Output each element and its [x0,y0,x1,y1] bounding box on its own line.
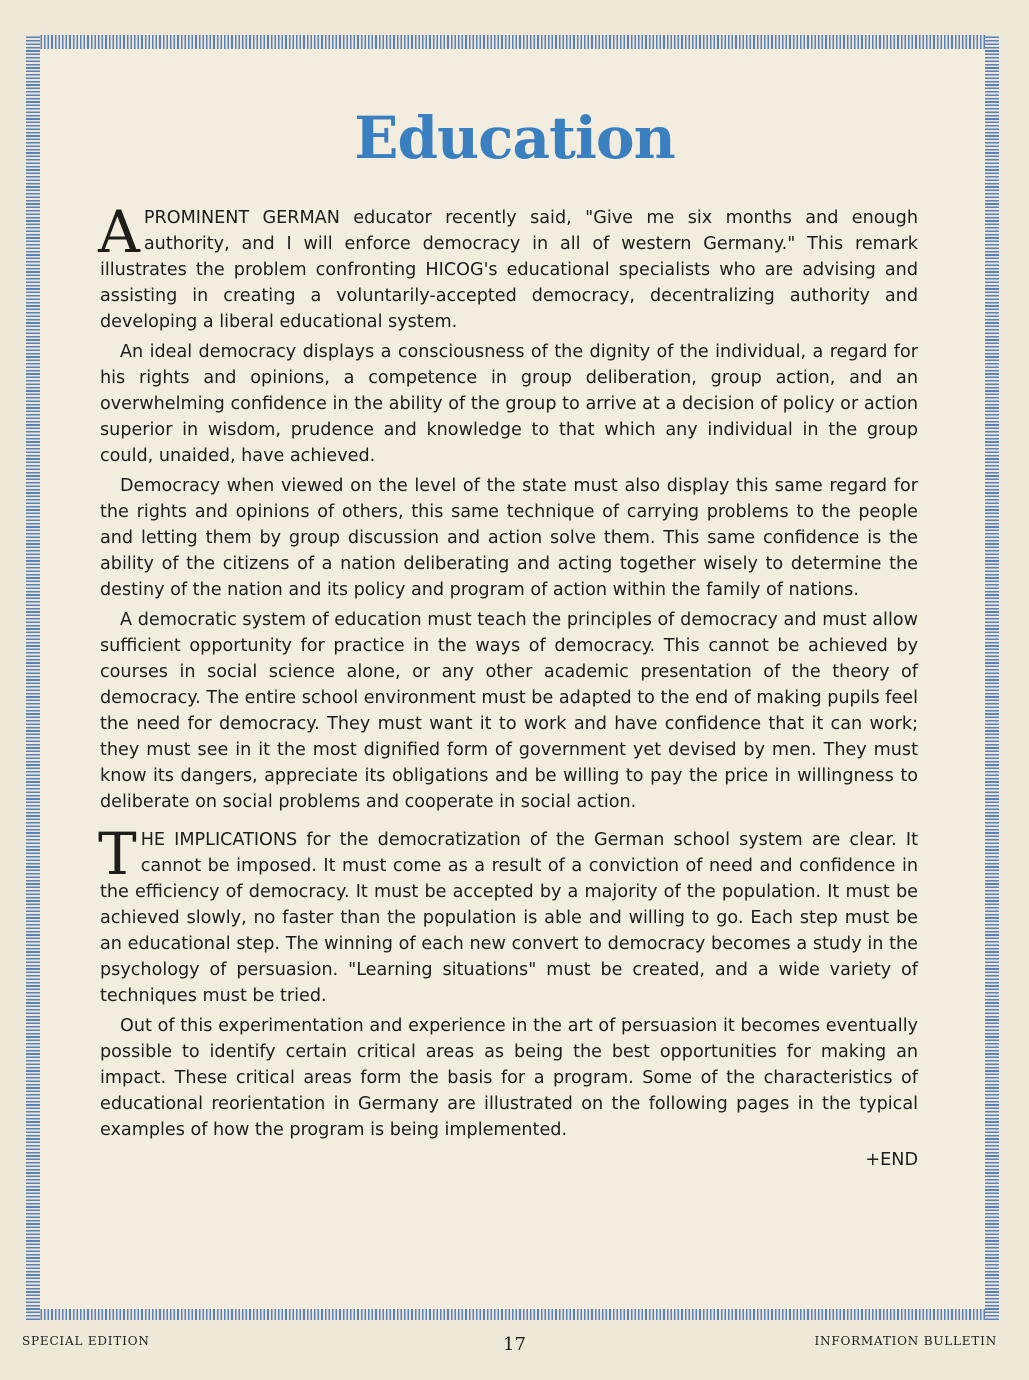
page-title: Education [354,104,675,172]
article-body [98,198,918,1173]
paragraph-6: Out of this experimentation and experience in the art of persuasion it becomes eventually possible to identify certain critical areas as being the best opportunities for making an impact. These critical areas form the basis for a program. Some of the characteristics of educational reorientation in Germany are illustrated on the following pages in the typical examples of how the program is being implemented. [100,1016,918,1140]
end-mark: +END [865,1150,918,1170]
paragraph-2: An ideal democracy displays a consciousness of the dignity of the individual, a regard for his rights and opinions, a competence in group deliberation, group action, and an overwhelming confidence in the ability of the group to arrive at a decision of policy or action superior in wisdom, prudence and knowledge to that which any individual in the group could, unaided, have achieved. [100,342,918,466]
drop-cap: A [98,198,140,266]
border-right [985,35,999,1320]
paragraph-5-text: HE IMPLICATIONS for the democratization of the German school system are clear. It cannot be imposed. It must come as a result of a conviction of need and confidence in the efficiency of democracy. It must be accepted by a majority of the population. It must be achieved slowly, no faster than the population is able and willing to go. Each step must be an educational step. The winning of each new convert to democracy becomes a study in the psychology of persuasion. "Learning situations" must be created, and a wide variety of techniques must be tried. [100,830,918,1006]
page-number: 17 [503,1334,526,1355]
footer-publication-name: INFORMATION BULLETIN [814,1334,997,1348]
paragraph-1 [98,198,918,335]
drop-cap: T [98,820,137,888]
paragraph-5 [98,820,918,1009]
footer-publication-edition: SPECIAL EDITION [22,1334,150,1348]
border-top [26,35,999,49]
paragraph-3: Democracy when viewed on the level of the state must also display this same regard for the rights and opinions of others, this same technique of carrying problems to the people and letting them by group discussion and action solve them. This same confidence is the ability of the citizens of a nation deliberating and acting together wisely to determine the destiny of the nation and its policy and program of action within the family of nations. [100,476,918,600]
paragraph-4: A democratic system of education must teach the principles of democracy and must allow sufficient opportunity for practice in the ways of democracy. This cannot be achieved by courses in social science alone, or any other academic presentation of the theory of democracy. The entire school environment must be adapted to the end of making pupils feel the need for democracy. They must want it to work and have confidence that it can work; they must see in it the most dignified form of government yet devised by men. They must know its dangers, appreciate its obligations and be willing to pay the price in willingness to deliberate on social problems and cooperate in social action. [100,610,918,812]
border-left [26,35,40,1320]
paragraph-1-text: PROMINENT GERMAN educator recently said, "Give me six months and enough authority, and I will enforce democracy in all of western Germany." This remark illustrates the problem confronting HICOG's educational specialists who are advising and assisting in creating a voluntarily-accepted democracy, decentralizing authority and developing a liberal educational system. [100,208,918,332]
